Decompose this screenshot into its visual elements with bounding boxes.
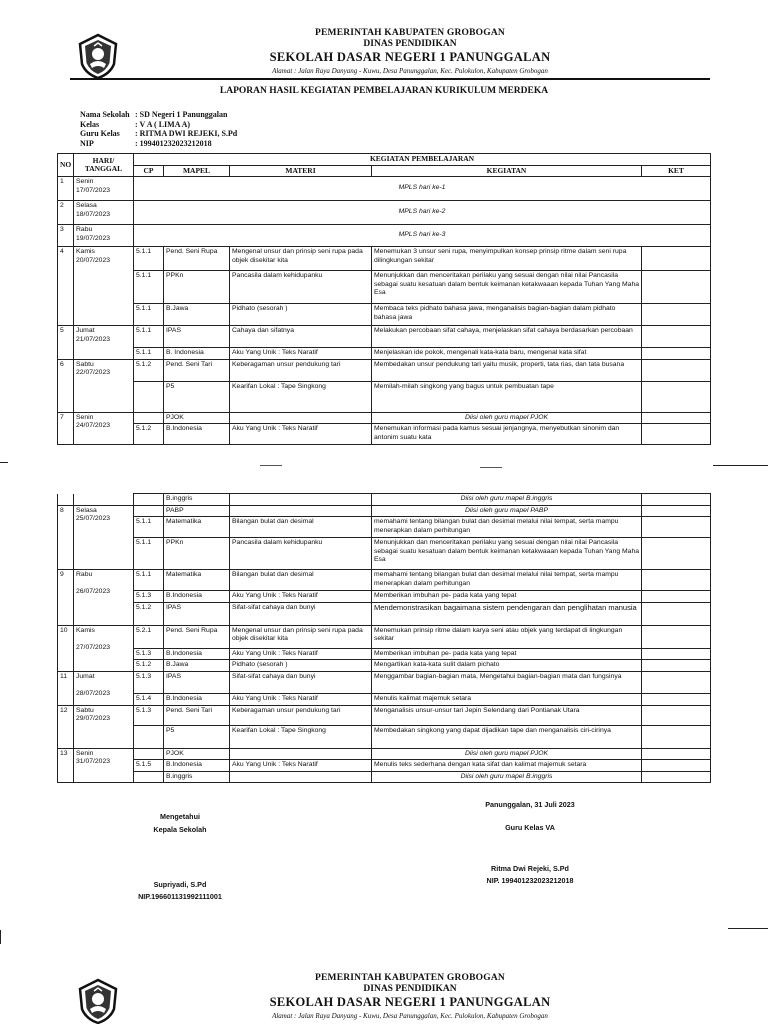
header-cp: CP	[134, 165, 164, 177]
letterhead-rule	[70, 78, 710, 80]
table-row: 8 Selasa 25/07/2023 PABP Diisi oleh guru mapel PABP	[58, 505, 711, 517]
table-row: 5.1.3 B.Indonesia Aku Yang Unik : Teks Naratif Memberikan imbuhan pe- pada kata yang tepat	[58, 591, 711, 603]
table-row: 5.1.4 B.Indonesia Aku Yang Unik : Teks Naratif Menulis kalimat majemuk setara	[58, 693, 711, 705]
school-info	[80, 110, 237, 148]
teacher-name: Ritma Dwi Rejeki, S.Pd	[491, 864, 569, 873]
merged-activity: Diisi oleh guru mapel B.inggris	[372, 771, 642, 783]
letterhead-address: Alamat : Jalan Raya Danyang - Kuwu, Desa Panunggalan, Kec. Pulokulon, Kabupaten Grobogan	[272, 1012, 548, 1020]
table-subheader-row	[58, 165, 711, 177]
letterhead-top	[0, 20, 768, 90]
merged-activity: Diisi oleh guru mapel PABP	[372, 505, 642, 517]
table-row: 10 Kamis 27/07/2023 5.2.1 Pend. Seni Rupa Mengenal unsur dan prinsip seni rupa pada objek disekitar kita Menemukan prinsip ritme dalam karya seni atau objek yang terdapat di lingkungan sekitar	[58, 625, 711, 648]
merged-activity: MPLS hari ke-1	[134, 177, 711, 201]
teacher-nip: NIP. 199401232023212018	[486, 876, 574, 885]
signature-teacher: Panunggalan, 31 Juli 2023 Guru Kelas VA Ritma Dwi Rejeki, S.Pd NIP. 199401232023212018	[455, 800, 605, 885]
table-row: 13 Senin 31/07/2023 PJOK Diisi oleh guru mapel PJOK	[58, 748, 711, 760]
signature-principal: Mengetahui Kepala Sekolah Supriyadi, S.Pd NIP.196601131992111001	[120, 812, 240, 901]
table-row: 4 Kamis 20/07/2023 5.1.1 Pend. Seni Rupa Mengenal unsur dan prinsip seni rupa pada objek disekitar kita Menemukan 3 unsur seni rupa, menyimpulkan konsep prinsip ritme dalam seni rupa dilingkungan sekitar	[58, 247, 711, 271]
table-row: 5.1.1 PPKn Pancasila dalam kehidupanku Menunjukkan dan menceritakan perilaku yang sesuai dengan nilai nilai Pancasila sebagai suatu kesatuan dalam bentuk keimanan ketakwaaan kepada Tuhan Yang Maha Esa	[58, 271, 711, 304]
table-header-row	[58, 154, 711, 166]
table-row: P5 Kearifan Lokal : Tape Singkong Memilah-milah singkong yang bagus untuk pembuatan tape	[58, 381, 711, 412]
letterhead-department: DINAS PENDIDIKAN	[363, 39, 457, 49]
header-materi: MATERI	[230, 165, 372, 177]
table-row: 1 Senin 17/07/2023 MPLS hari ke-1	[58, 177, 711, 201]
grobogan-emblem-icon	[74, 977, 122, 1024]
activity-table-page1	[57, 153, 711, 445]
header-day-date: HARI/ TANGGAL	[74, 154, 134, 177]
info-row-teacher: Guru Kelas : RITMA DWI REJEKI, S.Pd	[80, 129, 238, 138]
table-row: 5.1.2 B.Jawa Pidhato (sesorah ) Mengartikan kata-kata sulit dalam pichato	[58, 660, 711, 672]
table-row: P5 Kearifan Lokal : Tape Singkong Membedakan singkong yang dapat dijadikan tape dan menganalisis ciri-cirinya	[58, 725, 711, 748]
merged-activity: Diisi oleh guru mapel PJOK	[372, 748, 642, 760]
merged-activity: MPLS hari ke-2	[134, 201, 711, 225]
table-row: 9 Rabu 26/07/2023 5.1.1 Matematika Bilangan bulat dan desimal memahami tentang bilangan bulat dan desimal melalui nilai tempat, serta mampu menerapkan dalam perhitungan	[58, 570, 711, 591]
principal-name: Supriyadi, S.Pd	[153, 880, 207, 889]
letterhead-school: SEKOLAH DASAR NEGERI 1 PANUNGGALAN	[269, 995, 551, 1009]
table-row: 5 Jumat 21/07/2023 5.1.1 IPAS Cahaya dan sifatnya Melakukan percobaan sifat cahaya, menjelaskan sifat cahaya berdasarkan percobaan	[58, 326, 711, 348]
header-kegiatan: KEGIATAN	[372, 165, 642, 177]
info-row-class: Kelas : V A ( LIMA A)	[80, 119, 191, 129]
table-row: 6 Sabtu 22/07/2023 5.1.2 Pend. Seni Tari Keberagaman unsur pendukung tari Membedakan unsur pendukung tari yaitu musik, properti, tata rias, dan tata busana	[58, 359, 711, 381]
merged-activity: Diisi oleh guru mapel B.inggris	[372, 494, 642, 506]
table-row: 5.1.1 PPKn Pancasila dalam kehidupanku Menunjukkan dan menceritakan perilaku yang sesuai dengan nilai nilai Pancasila sebagai suatu kesatuan dalam bentuk keimanan ketakwaaan kepada Tuhan Yang Maha Esa	[58, 538, 711, 570]
info-row-school: Nama Sekolah : SD Negeri 1 Panunggalan	[80, 110, 228, 119]
table-row: 11 Jumat 28/07/2023 5.1.3 IPAS Sifat-sifat cahaya dan bunyi Menggambar bagian-bagian mata, Mengetahui bagian-bagian mata dan fungsinya	[58, 671, 711, 693]
table-row: B.inggris Diisi oleh guru mapel B.inggris	[58, 771, 711, 783]
table-row: 5.1.1 Matematika Bilangan bulat dan desimal memahami tentang bilangan bulat dan desimal melalui nilai tempat, serta mampu menerapkan dalam perhitungan	[58, 517, 711, 538]
activity-table-page2	[57, 493, 711, 783]
table-row: 3 Rabu 19/07/2023 MPLS hari ke-3	[58, 225, 711, 247]
table-row: 5.1.1 B.Jawa Pidhato (sesorah ) Membaca teks pidhato bahasa jawa, menganalisis bagian-bagian dalam pidhato bahasa jawa	[58, 304, 711, 326]
merged-activity: MPLS hari ke-3	[134, 225, 711, 247]
merged-activity: Diisi oleh guru mapel PJOK	[372, 412, 642, 424]
letterhead-bottom	[0, 965, 768, 1024]
header-ket: KET	[642, 165, 711, 177]
header-mapel: MAPEL	[164, 165, 230, 177]
table-row: 5.1.2 IPAS Sifat-sifat cahaya dan bunyi Mendemonstrasikan bagaimana sistem pendengaran dan penglihatan manusia	[58, 602, 711, 625]
table-row: 7 Senin 24/07/2023 PJOK Diisi oleh guru mapel PJOK	[58, 412, 711, 424]
header-activities: KEGIATAN PEMBELAJARAN	[134, 154, 711, 166]
grobogan-emblem-icon	[74, 32, 122, 80]
header-no: NO	[58, 154, 74, 177]
page-edge-mark	[0, 930, 3, 944]
principal-nip: NIP.196601131992111001	[138, 892, 222, 901]
letterhead-government: PEMERINTAH KABUPATEN GROBOGAN	[314, 28, 505, 38]
info-row-nip: NIP : 199401232023212018	[80, 138, 212, 148]
table-row: 5.1.1 B. Indonesia Aku Yang Unik : Teks Naratif Menjelaskan ide pokok, mengenali kata-kata baru, mengenal kata sifat	[58, 348, 711, 360]
table-row: B.inggris Diisi oleh guru mapel B.inggris	[58, 494, 711, 506]
table-row: 2 Selasa 18/07/2023 MPLS hari ke-2	[58, 201, 711, 225]
letterhead-government: PEMERINTAH KABUPATEN GROBOGAN	[314, 973, 505, 983]
report-title: LAPORAN HASIL KEGIATAN PEMBELAJARAN KURIKULUM MERDEKA	[219, 86, 549, 96]
letterhead-department: DINAS PENDIDIKAN	[363, 984, 457, 994]
place-date: Panunggalan, 31 Juli 2023	[485, 800, 575, 809]
table-row: 5.1.3 B.Indonesia Aku Yang Unik : Teks Naratif Memberikan imbuhan pe- pada kata yang tepat	[58, 648, 711, 660]
table-row: 12 Sabtu 29/07/2023 5.1.3 Pend. Seni Tari Keberagaman unsur pendukung tari Menganalisis unsur-unsur tari Jepin Selendang dari Pontianak Utara	[58, 705, 711, 725]
letterhead-school: SEKOLAH DASAR NEGERI 1 PANUNGGALAN	[269, 50, 551, 64]
table-row: 5.1.5 B.Indonesia Aku Yang Unik : Teks Naratif Menulis teks sederhana dengan kata sifat dan kalimat majemuk setara	[58, 760, 711, 772]
letterhead-address: Alamat : Jalan Raya Danyang - Kuwu, Desa Panunggalan, Kec. Pulokulon, Kabupaten Grobogan	[272, 67, 548, 75]
table-row: 5.1.2 B.Indonesia Aku Yang Unik : Teks Naratif Menemukan informasi pada kamus sesuai jenjangnya, menyebutkan sinonim dan antonim suatu kata	[58, 424, 711, 444]
